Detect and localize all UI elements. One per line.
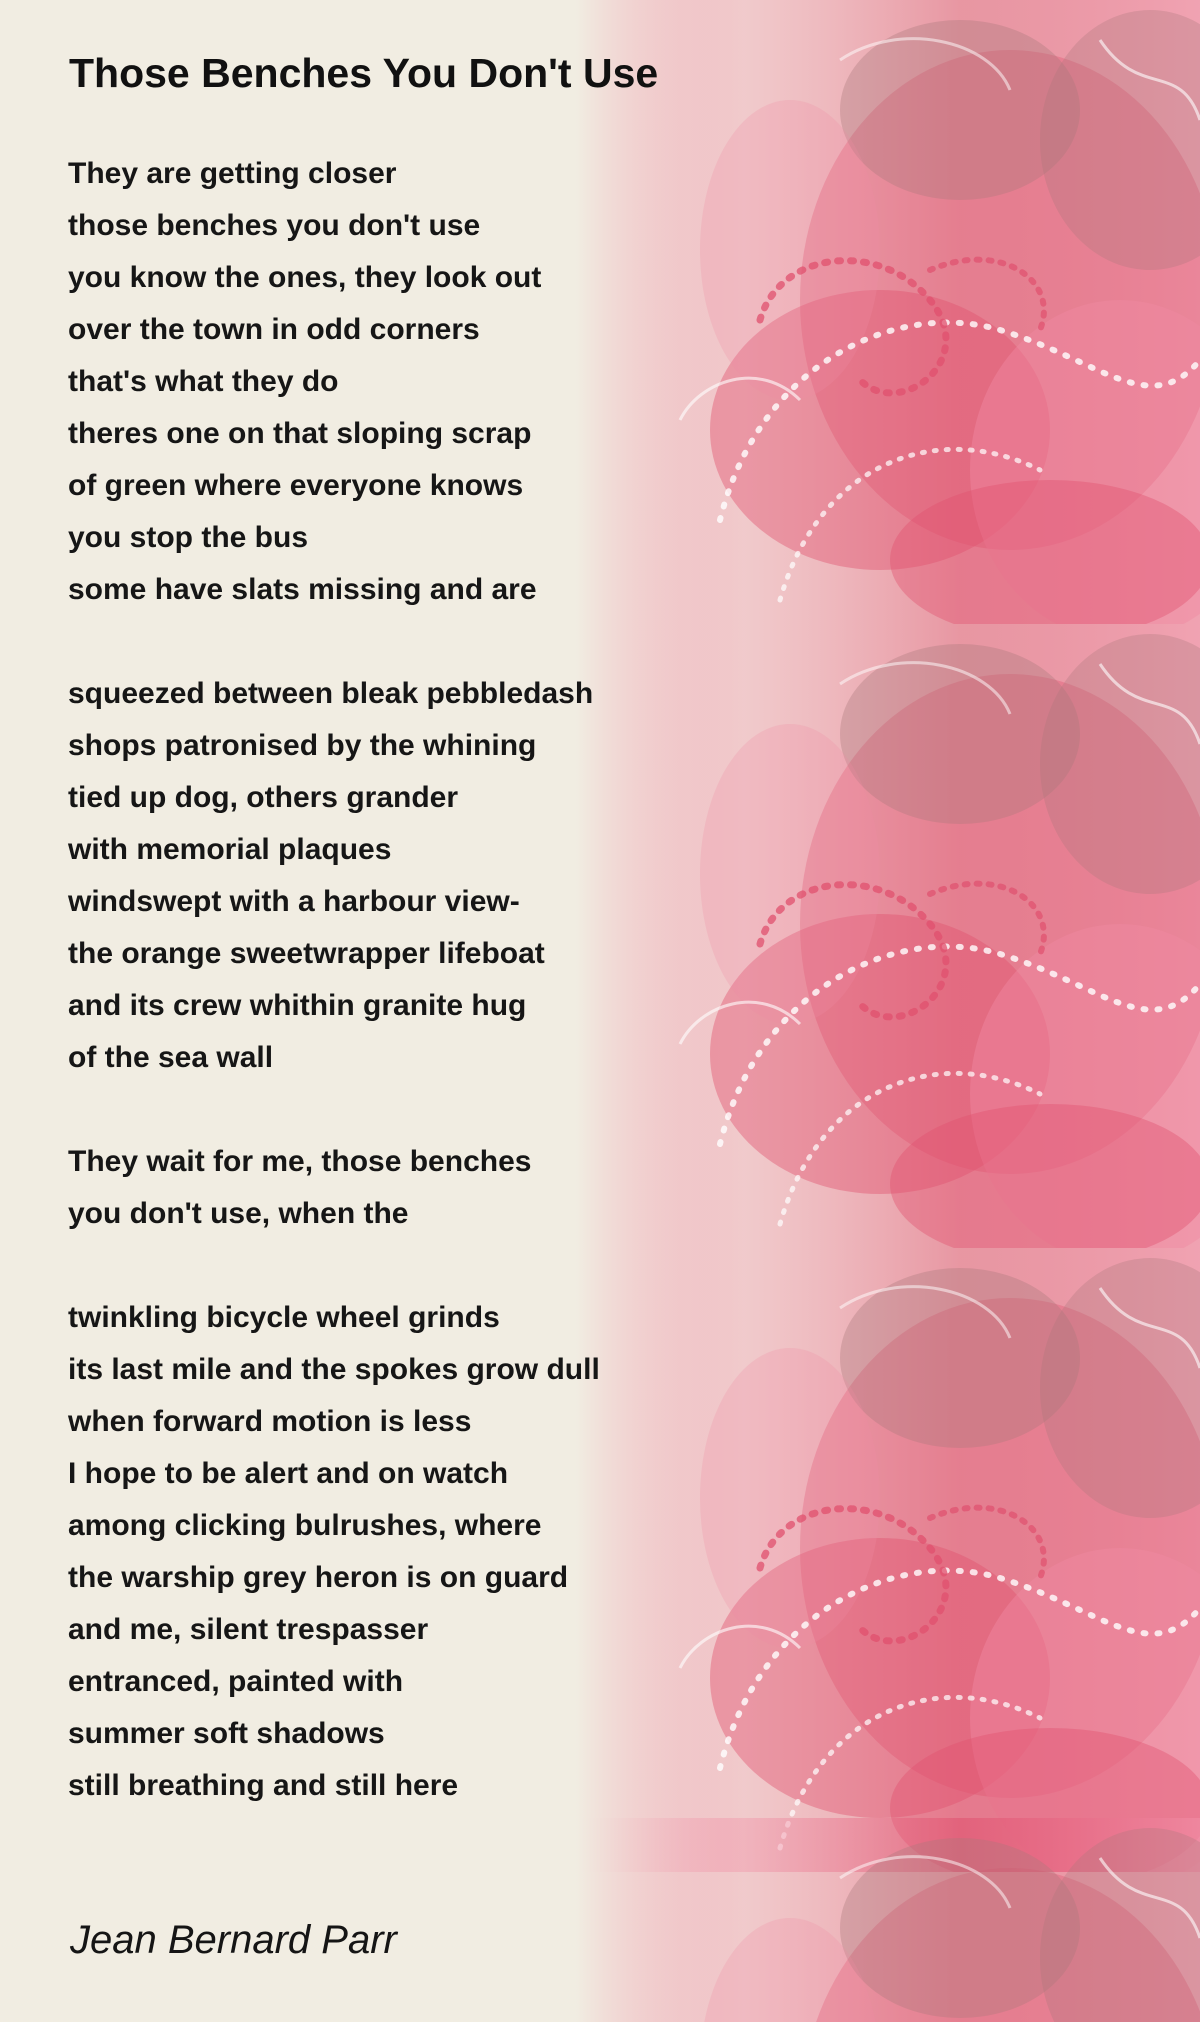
poem-line: with memorial plaques [68,833,392,866]
poem-line: and its crew whithin granite hug [68,989,527,1022]
stanza-break [68,616,788,668]
poem-line: and me, silent trespasser [68,1613,429,1646]
stanza-break [68,1240,788,1292]
poem-line: twinkling bicycle wheel grinds [68,1301,500,1334]
poem-line: still breathing and still here [68,1769,459,1802]
stanza-break [68,1084,788,1136]
poem-line: the orange sweetwrapper lifeboat [68,937,545,970]
poem-line: tied up dog, others grander [68,781,459,814]
poem-line: shops patronised by the whining [68,729,537,762]
poem-line: the warship grey heron is on guard [68,1561,569,1594]
poem-author: Jean Bernard Parr [70,1918,397,1962]
poem-line: I hope to be alert and on watch [68,1457,509,1490]
poem-line: some have slats missing and are [68,573,537,606]
poem-line: that's what they do [68,365,339,398]
poem-line: when forward motion is less [68,1405,472,1438]
poem-line: windswept with a harbour view- [68,885,520,918]
poem-line: summer soft shadows [68,1717,385,1750]
poem-line: among clicking bulrushes, where [68,1509,542,1542]
poem-line: of green where everyone knows [68,469,524,502]
poem-line: you stop the bus [68,521,308,554]
poem-line: its last mile and the spokes grow dull [68,1353,600,1386]
poem-line: you don't use, when the [68,1197,409,1230]
poem-body [68,148,788,1812]
poem-line: of the sea wall [68,1041,274,1074]
poem-line: They wait for me, those benches [68,1145,532,1178]
poem-line: those benches you don't use [68,209,481,242]
poem-line: They are getting closer [68,157,397,190]
poem-title: Those Benches You Don't Use [69,50,659,96]
poem-line: you know the ones, they look out [68,261,542,294]
poem-line: theres one on that sloping scrap [68,417,532,450]
poem-line: entranced, painted with [68,1665,404,1698]
poem-line: over the town in odd corners [68,313,480,346]
poem-line: squeezed between bleak pebbledash [68,677,594,710]
